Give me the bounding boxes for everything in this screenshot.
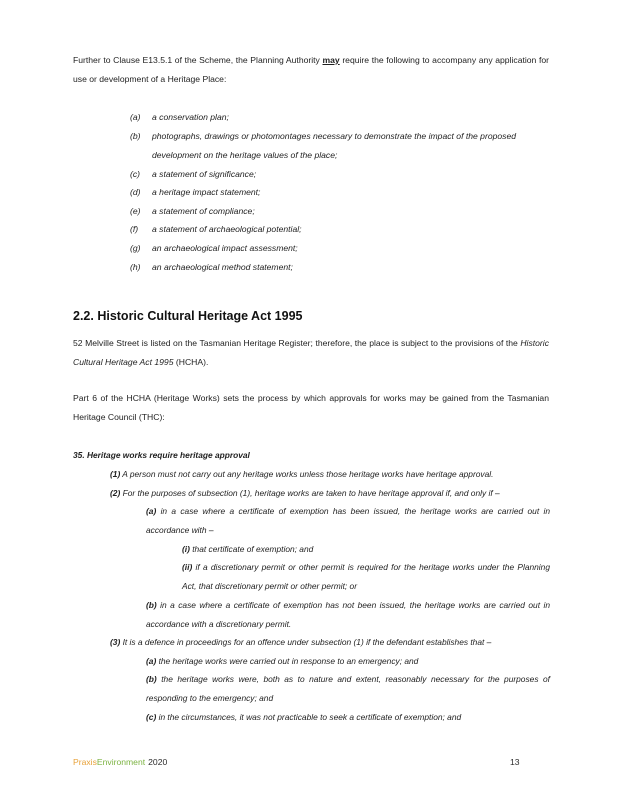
- register-text-start: 52 Melville Street is listed on the Tasmanian Heritage Register; therefore, the place is subject to the provisions of the: [73, 338, 521, 348]
- list-text: a statement of archaeological potential;: [152, 224, 302, 234]
- process-paragraph: Part 6 of the HCHA (Heritage Works) sets the process by which approvals for works may be gained from the Tasmanian Heritage Council (THC):: [73, 393, 549, 422]
- list-marker: (a): [130, 112, 141, 122]
- list-text: a statement of significance;: [152, 169, 257, 179]
- list-marker: (c): [130, 169, 141, 179]
- list-text: a heritage impact statement;: [152, 187, 261, 197]
- subsection-text: For the purposes of subsection (1), heritage works are taken to have heritage approval if, and only if –: [120, 488, 500, 498]
- subparagraph-number: (ii): [182, 562, 193, 572]
- list-marker: (e): [130, 206, 141, 216]
- paragraph-number: (a): [146, 656, 157, 666]
- intro-emphasis: may: [322, 55, 340, 65]
- list-marker: (b): [130, 131, 141, 141]
- subsection-3: [110, 633, 550, 652]
- paragraph-text: in the circumstances, it was not practicable to seek a certificate of exemption; and: [156, 712, 462, 722]
- paragraph-2b: [146, 596, 550, 634]
- list-marker: (f): [130, 224, 139, 234]
- list-text: an archaeological method statement;: [152, 262, 293, 272]
- paragraph-number: (b): [146, 674, 157, 684]
- act-title: Historic Cultural Heritage Act 1995: [73, 338, 549, 367]
- paragraph-number: (a): [146, 506, 157, 516]
- paragraph-3a: [146, 652, 550, 671]
- intro-text-end: require the following to accompany any application for use or development of a Heritage Place:: [73, 55, 550, 84]
- subsection-number: (2): [110, 488, 121, 498]
- paragraph-text: the heritage works were, both as to nature and extent, reasonably necessary for the purposes of responding to the emergency; and: [146, 674, 550, 703]
- footer-brand: [73, 755, 167, 769]
- subsection-2: [110, 484, 550, 503]
- footer-year: 2020: [148, 757, 168, 767]
- subsection-1: [110, 465, 550, 484]
- list-text: photographs, drawings or photomontages necessary to demonstrate the impact of the proposed development on the heritage values of the place;: [152, 131, 517, 160]
- list-marker: (d): [130, 187, 141, 197]
- subsection-text: A person must not carry out any heritage works unless those heritage works have heritage approval.: [120, 469, 494, 479]
- subparagraph-2a-i: [182, 540, 550, 559]
- subparagraph-2a-ii: [182, 558, 550, 596]
- brand-environment: Environment: [96, 757, 146, 767]
- paragraph-3b: [146, 670, 550, 708]
- paragraph-3c: [146, 708, 550, 727]
- subsection-number: (3): [110, 637, 121, 647]
- subsection-text: It is a defence in proceedings for an offence under subsection (1) if the defendant establishes that –: [120, 637, 492, 647]
- register-paragraph: [73, 334, 549, 372]
- subparagraph-text: that certificate of exemption; and: [189, 544, 314, 554]
- list-marker: (h): [130, 262, 141, 272]
- paragraph-2a: [146, 502, 550, 540]
- paragraph-number: (b): [146, 600, 157, 610]
- page-number: 13: [510, 757, 520, 767]
- paragraph-number: (c): [146, 712, 157, 722]
- intro-text-start: Further to Clause E13.5.1 of the Scheme, the Planning Authority: [73, 55, 323, 65]
- section-heading: 2.2. Historic Cultural Heritage Act 1995: [73, 309, 303, 323]
- list-text: a statement of compliance;: [152, 206, 255, 216]
- subparagraph-number: (i): [182, 544, 190, 554]
- list-marker: (g): [130, 243, 141, 253]
- list-text: a conservation plan;: [152, 112, 229, 122]
- quote-title: 35. Heritage works require heritage approval: [73, 450, 250, 460]
- paragraph-text: the heritage works were carried out in response to an emergency; and: [156, 656, 419, 666]
- brand-praxis: Praxis: [73, 757, 97, 767]
- paragraph-text: in a case where a certificate of exemption has not been issued, the heritage works are carried out in accordance with a discretionary permit.: [146, 600, 550, 629]
- subsection-number: (1): [110, 469, 121, 479]
- subparagraph-text: if a discretionary permit or other permit is required for the heritage works under the Planning Act, that discretionary permit or other permit; or: [182, 562, 550, 591]
- paragraph-text: in a case where a certificate of exemption has been issued, the heritage works are carried out in accordance with –: [146, 506, 550, 535]
- register-text-end: (HCHA).: [173, 357, 209, 367]
- list-text: an archaeological impact assessment;: [152, 243, 298, 253]
- intro-paragraph: [73, 51, 549, 89]
